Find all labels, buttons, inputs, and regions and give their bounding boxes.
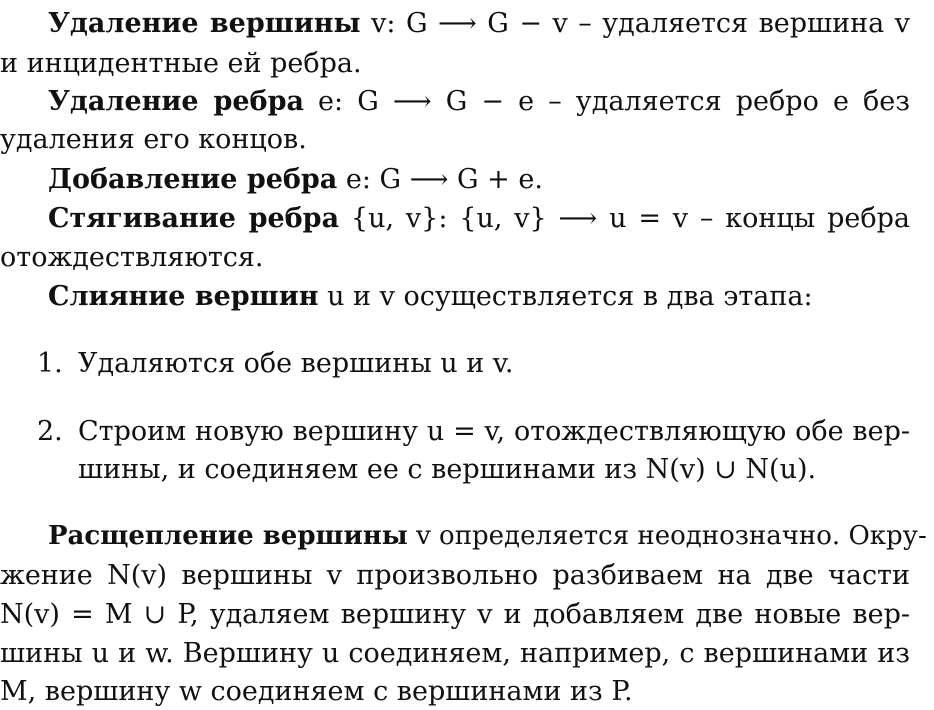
- edge-contraction-text-1: {u, v}: {u, v} ⟶ u = v – концы ребра: [339, 203, 910, 234]
- edge-addition-term: Добавление ребра: [48, 164, 338, 195]
- vertex-split-term: Расщепление вершины: [48, 521, 408, 551]
- vertex-split-line-4: шины u и w. Вершину u соединяем, например, с вершинами из: [0, 638, 910, 669]
- list-item-number: 1.: [37, 348, 63, 379]
- edge-deletion-line-2: удаления его концов.: [0, 124, 307, 155]
- vertex-deletion-line-1: [48, 10, 910, 37]
- vertex-deletion-term: Удаление вершины: [48, 8, 361, 39]
- list-item-text-continued: шины, и соединяем ее с вершинами из N(v) ∪ N(u).: [78, 454, 817, 485]
- vertex-split-line-2: жение N(v) вершины v произвольно разбиваем на две части: [0, 560, 910, 591]
- edge-addition-text-1: e: G ⟶ G + e.: [337, 164, 543, 195]
- list-item-text: Удаляются обе вершины u и v.: [78, 348, 514, 379]
- vertex-merge-line-1: [48, 283, 813, 310]
- list-item-number: 2.: [37, 416, 63, 447]
- list-item-text: Строим новую вершину u = v, отождествляющую обе вер-: [78, 416, 910, 447]
- vertex-merge-text-1: u и v осуществляется в два этапа:: [318, 281, 813, 312]
- vertex-deletion-text-1: v: G ⟶ G − v – удаляется вершина v: [360, 8, 911, 39]
- edge-contraction-term: Стягивание ребра: [48, 203, 340, 234]
- edge-deletion-text-1: e: G ⟶ G − e – удаляется ребро e без: [303, 86, 910, 117]
- vertex-deletion-line-2: и инцидентные ей ребра.: [0, 48, 362, 79]
- edge-addition-line-1: [48, 166, 543, 193]
- vertex-merge-term: Слияние вершин: [48, 281, 319, 312]
- vertex-split-text-1: v определяется неоднозначно. Окру-: [407, 521, 927, 551]
- edge-deletion-line-1: [48, 88, 910, 115]
- vertex-split-line-3: N(v) = M ∪ P, удаляем вершину v и добавляем две новые вер-: [0, 599, 910, 630]
- edge-deletion-term: Удаление ребра: [48, 86, 304, 117]
- vertex-split-line-1: [48, 521, 927, 551]
- edge-contraction-line-2: отождествляются.: [0, 242, 264, 273]
- edge-contraction-line-1: [48, 205, 910, 232]
- vertex-split-line-5: M, вершину w соединяем с вершинами из P.: [0, 676, 633, 707]
